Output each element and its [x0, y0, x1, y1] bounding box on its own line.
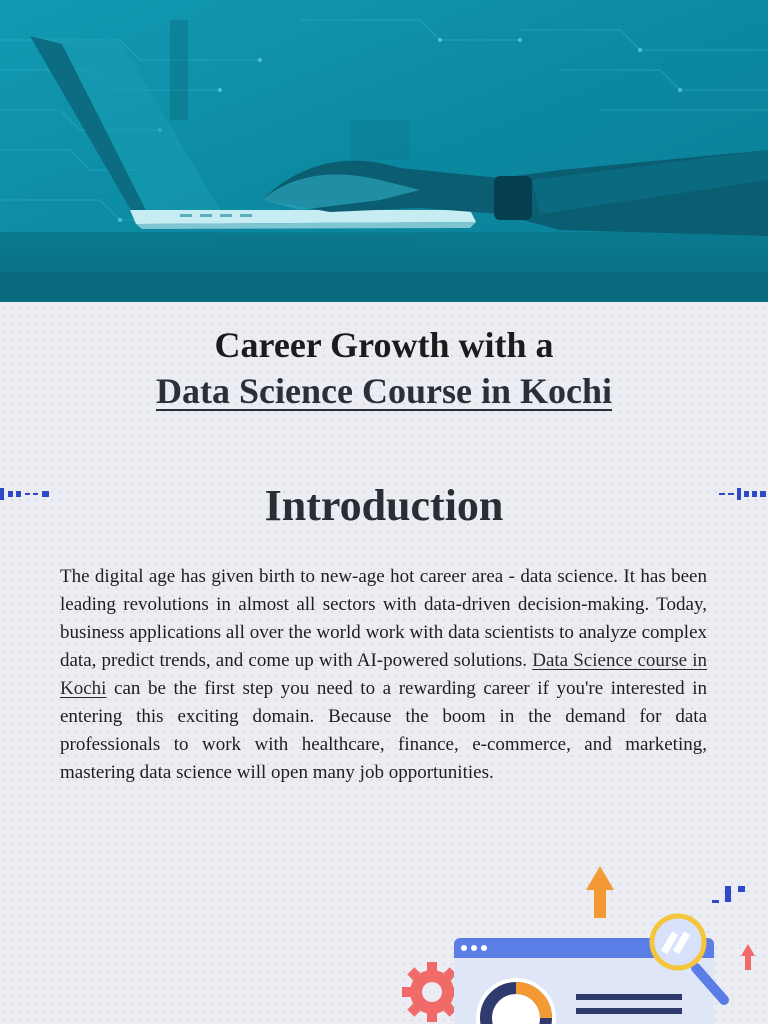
intro-paragraph — [60, 563, 707, 787]
up-arrow-icon — [586, 866, 614, 918]
bars-icon — [712, 886, 745, 903]
intro-text-part-2: can be the first step you need to a rewarding career if you're interested in entering this exciting domain. Because the boom in the demand for data professionals to work with healthcare, finance, e-commerce, and marketing, mastering data science will open many job opportunities. — [60, 678, 708, 783]
small-up-arrow-icon — [741, 944, 755, 970]
analytics-illustration — [400, 860, 768, 1024]
title-line-2-link[interactable]: Data Science Course in Kochi — [156, 371, 612, 411]
hero-image — [0, 0, 768, 302]
course-link[interactable]: Data Science course in Kochi — [60, 650, 707, 699]
section-heading: Introduction — [264, 481, 504, 530]
title-line-1: Career Growth with a — [214, 325, 554, 365]
gear-icon — [402, 962, 462, 1022]
intro-text-part-1: The digital age has given birth to new-age hot career area - data science. It has been leading revolutions in almost all sectors with data-driven decision-making. Today, business applications all over the world work with data scientists to analyze complex data, predict trends, and come up with AI-powered solutions. — [60, 566, 707, 671]
article-title — [0, 322, 768, 414]
right-dash-decoration — [716, 486, 768, 502]
